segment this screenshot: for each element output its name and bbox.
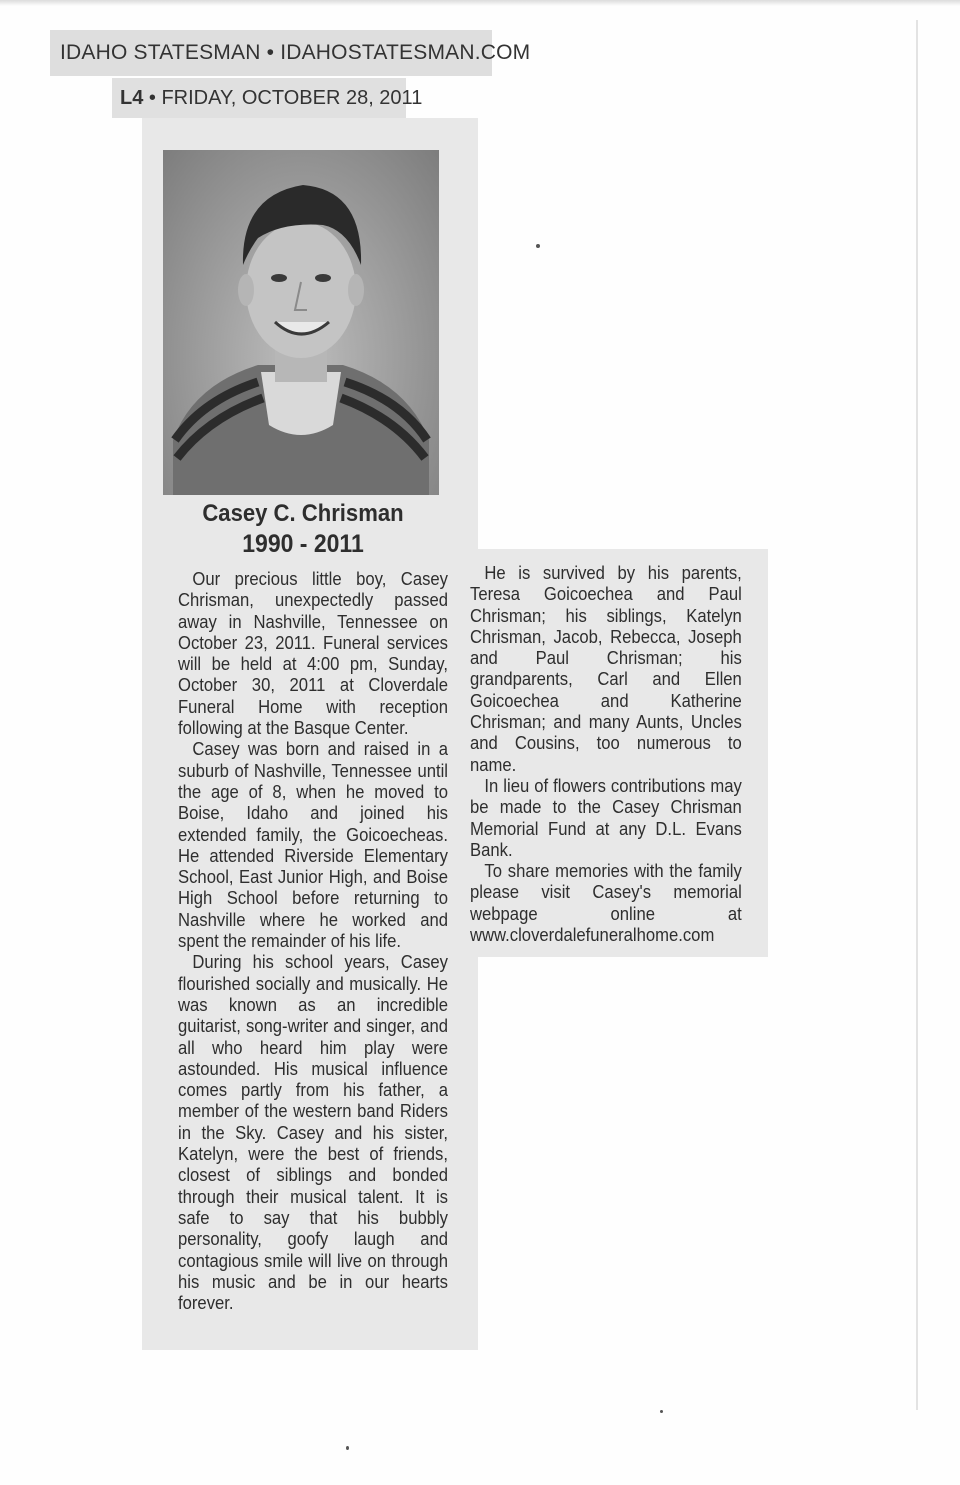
masthead-text: IDAHO STATESMAN • IDAHOSTATESMAN.COM bbox=[60, 41, 531, 64]
portrait-photo bbox=[163, 150, 439, 495]
page-number: L4 bbox=[120, 87, 144, 109]
scan-speck bbox=[346, 1446, 349, 1450]
portrait-illustration bbox=[163, 150, 439, 495]
obituary-paragraph: In lieu of flowers contributions may be made to the Casey Chrisman Memorial Fund at any D.L. Evans Bank. bbox=[470, 774, 742, 860]
obituary-paragraph: Casey was born and raised in a suburb of Nashville, Tennessee until the age of 8, when he moved to Boise, Idaho and joined his extended family, the Goicoecheas. He attended Riverside Elementary School, East Junior High, and Boise High School before returning to Nashville where he worked and spent the remainder of his life. bbox=[178, 738, 448, 952]
newspaper-masthead bbox=[50, 30, 531, 76]
obituary-paragraph: During his school years, Casey flourished socially and musically. He was known as an incredible guitarist, song-writer and singer, and all who heard him play were astounded. His musical influence comes partly from his father, a member of the western band Riders in the Sky. Casey and his sister, Katelyn, were the best of friends, closest of siblings and bonded through their musical talent. It is safe to say that his bubbly personality, goofy laugh and contagious smile will live on through his music and be in our hearts forever. bbox=[178, 951, 448, 1314]
deceased-name: Casey C. Chrisman bbox=[202, 500, 404, 527]
life-years: 1990 - 2011 bbox=[242, 530, 364, 558]
publication-date: • FRIDAY, OCTOBER 28, 2011 bbox=[148, 87, 423, 109]
scan-speck bbox=[536, 244, 540, 248]
obituary-paragraph: To share memories with the family please visit Casey's memorial webpage online at www.cloverdalefuneralhome.com bbox=[470, 860, 742, 946]
obituary-left-column bbox=[178, 568, 448, 1313]
scan-edge bbox=[0, 0, 960, 6]
scan-speck bbox=[660, 1410, 663, 1413]
obituary-paragraph: Our precious little boy, Casey Chrisman, unexpectedly passed away in Nashville, Tennessee on October 23, 2011. Funeral services will be held at 4:00 pm, Sunday, October 30, 2011 at Cloverdale Funeral Home with reception following at the Basque Center. bbox=[178, 568, 448, 739]
obituary-paragraph: He is survived by his parents, Teresa Goicoechea and Paul Chrisman; his siblings, Katelyn Chrisman, Jacob, Rebecca, Joseph and Paul Chrisman; his grandparents, Carl and Ellen Goicoechea and Katherine Chrisman; and many Aunts, Uncles and Cousins, too numerous to name. bbox=[470, 562, 742, 775]
scan-edge-right bbox=[916, 20, 918, 1410]
obituary-right-column bbox=[470, 562, 742, 945]
dateline bbox=[112, 78, 423, 118]
